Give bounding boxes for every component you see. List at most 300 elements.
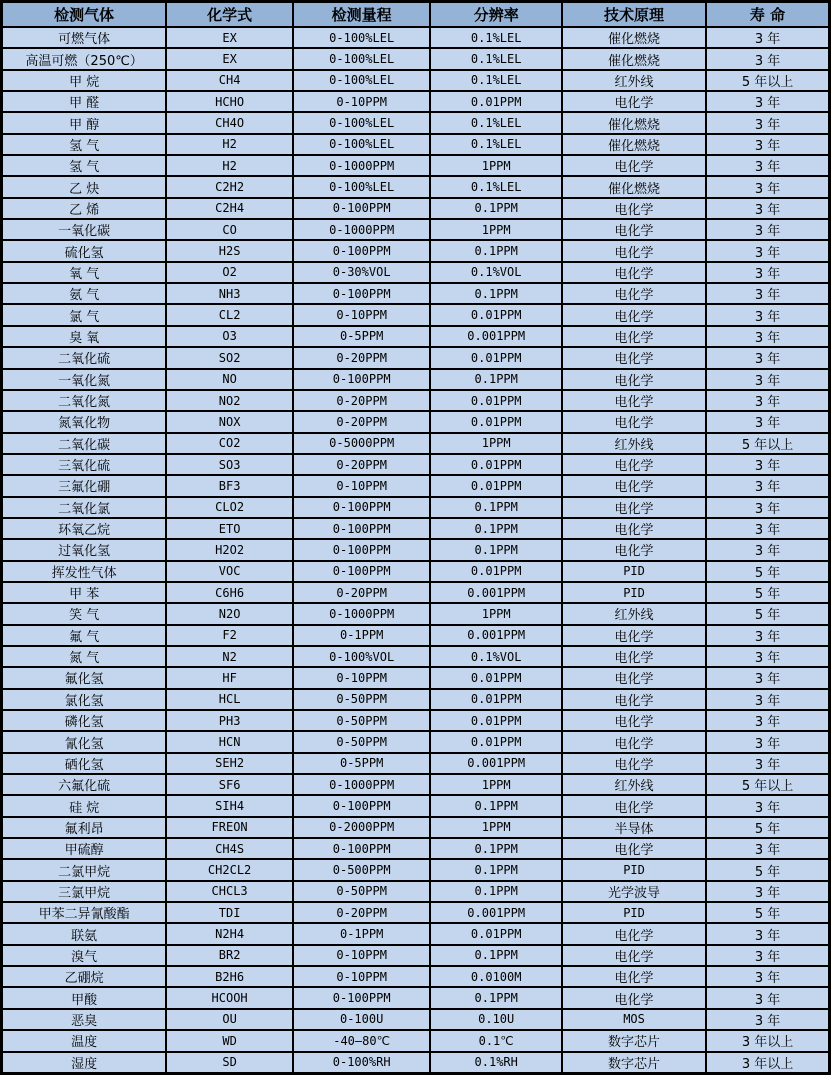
cell-lifespan: 3 年 — [706, 646, 829, 667]
cell-detection-range: 0-50PPM — [293, 731, 430, 752]
cell-resolution: 1PPM — [430, 155, 562, 176]
table-header-row — [2, 2, 830, 28]
table-body — [2, 27, 830, 1074]
cell-chemical-formula: SEH2 — [166, 753, 293, 774]
cell-tech-principle: 电化学 — [562, 219, 706, 240]
cell-lifespan: 3 年 — [706, 48, 829, 69]
cell-tech-principle: 电化学 — [562, 326, 706, 347]
cell-detection-range: 0-10PPM — [293, 91, 430, 112]
cell-detection-range: 0-50PPM — [293, 689, 430, 710]
cell-lifespan: 5 年 — [706, 902, 829, 923]
column-header-lifespan: 寿 命 — [706, 2, 829, 28]
cell-gas-name: 甲 烷 — [2, 70, 167, 91]
table-row — [2, 881, 830, 902]
table-row — [2, 70, 830, 91]
cell-gas-name: 乙 烯 — [2, 198, 167, 219]
cell-detection-range: 0-100%LEL — [293, 70, 430, 91]
cell-lifespan: 3 年 — [706, 326, 829, 347]
cell-resolution: 0.1PPM — [430, 369, 562, 390]
column-header-detection-range: 检测量程 — [293, 2, 430, 28]
cell-detection-range: 0-100PPM — [293, 240, 430, 261]
table-row — [2, 91, 830, 112]
cell-resolution: 0.1%LEL — [430, 112, 562, 133]
table-row — [2, 369, 830, 390]
cell-lifespan: 3 年 — [706, 753, 829, 774]
cell-resolution: 0.1PPM — [430, 198, 562, 219]
cell-lifespan: 3 年 — [706, 1009, 829, 1030]
cell-resolution: 0.1PPM — [430, 945, 562, 966]
cell-lifespan: 5 年 — [706, 582, 829, 603]
cell-lifespan: 3 年 — [706, 731, 829, 752]
cell-chemical-formula: CHCL3 — [166, 881, 293, 902]
cell-tech-principle: 催化燃烧 — [562, 176, 706, 197]
cell-tech-principle: 电化学 — [562, 625, 706, 646]
cell-resolution: 1PPM — [430, 433, 562, 454]
cell-lifespan: 3 年 — [706, 923, 829, 944]
cell-chemical-formula: CL2 — [166, 304, 293, 325]
cell-detection-range: 0-100PPM — [293, 561, 430, 582]
cell-lifespan: 3 年以上 — [706, 1030, 829, 1051]
table-row — [2, 27, 830, 48]
cell-resolution: 0.1PPM — [430, 987, 562, 1008]
cell-chemical-formula: CH4O — [166, 112, 293, 133]
cell-lifespan: 3 年 — [706, 667, 829, 688]
cell-lifespan: 3 年 — [706, 454, 829, 475]
cell-chemical-formula: SD — [166, 1052, 293, 1074]
cell-detection-range: 0-1000PPM — [293, 603, 430, 624]
cell-resolution: 0.001PPM — [430, 902, 562, 923]
cell-resolution: 0.1PPM — [430, 795, 562, 816]
cell-gas-name: 氮 气 — [2, 646, 167, 667]
cell-gas-name: 高温可燃（250℃） — [2, 48, 167, 69]
cell-chemical-formula: CLO2 — [166, 497, 293, 518]
cell-tech-principle: 电化学 — [562, 753, 706, 774]
table-row — [2, 689, 830, 710]
cell-detection-range: 0-100PPM — [293, 838, 430, 859]
table-row — [2, 1030, 830, 1051]
cell-tech-principle: 红外线 — [562, 433, 706, 454]
cell-gas-name: 溴气 — [2, 945, 167, 966]
cell-gas-name: 二氧化氮 — [2, 390, 167, 411]
cell-lifespan: 5 年 — [706, 817, 829, 838]
cell-resolution: 0.1PPM — [430, 859, 562, 880]
cell-chemical-formula: TDI — [166, 902, 293, 923]
table-row — [2, 945, 830, 966]
cell-tech-principle: 催化燃烧 — [562, 112, 706, 133]
cell-detection-range: 0-20PPM — [293, 582, 430, 603]
cell-chemical-formula: SO3 — [166, 454, 293, 475]
cell-resolution: 0.1℃ — [430, 1030, 562, 1051]
cell-tech-principle: 电化学 — [562, 347, 706, 368]
cell-detection-range: 0-20PPM — [293, 454, 430, 475]
table-row — [2, 497, 830, 518]
cell-detection-range: 0-100%RH — [293, 1052, 430, 1074]
cell-gas-name: 乙 炔 — [2, 176, 167, 197]
cell-gas-name: 氢 气 — [2, 134, 167, 155]
table-row — [2, 710, 830, 731]
cell-detection-range: 0-10PPM — [293, 304, 430, 325]
cell-gas-name: 氟 气 — [2, 625, 167, 646]
cell-tech-principle: 催化燃烧 — [562, 134, 706, 155]
cell-lifespan: 3 年 — [706, 838, 829, 859]
cell-lifespan: 3 年 — [706, 689, 829, 710]
cell-chemical-formula: N2H4 — [166, 923, 293, 944]
cell-lifespan: 5 年 — [706, 603, 829, 624]
column-header-resolution: 分辨率 — [430, 2, 562, 28]
cell-chemical-formula: CH4S — [166, 838, 293, 859]
cell-chemical-formula: C2H4 — [166, 198, 293, 219]
cell-tech-principle: 催化燃烧 — [562, 27, 706, 48]
cell-gas-name: 二氧化氯 — [2, 497, 167, 518]
cell-tech-principle: PID — [562, 859, 706, 880]
cell-tech-principle: 数字芯片 — [562, 1052, 706, 1074]
cell-tech-principle: 电化学 — [562, 838, 706, 859]
cell-chemical-formula: CH2CL2 — [166, 859, 293, 880]
cell-lifespan: 5 年以上 — [706, 774, 829, 795]
cell-lifespan: 3 年 — [706, 27, 829, 48]
cell-detection-range: 0-100%LEL — [293, 27, 430, 48]
cell-detection-range: 0-20PPM — [293, 902, 430, 923]
cell-gas-name: 氧 气 — [2, 262, 167, 283]
cell-gas-name: 氯 气 — [2, 304, 167, 325]
cell-detection-range: 0-100PPM — [293, 369, 430, 390]
cell-resolution: 0.1PPM — [430, 838, 562, 859]
cell-lifespan: 3 年 — [706, 625, 829, 646]
cell-detection-range: 0-20PPM — [293, 390, 430, 411]
cell-chemical-formula: B2H6 — [166, 966, 293, 987]
cell-detection-range: 0-100U — [293, 1009, 430, 1030]
cell-chemical-formula: H2O2 — [166, 539, 293, 560]
cell-gas-name: 二氯甲烷 — [2, 859, 167, 880]
cell-detection-range: 0-500PPM — [293, 859, 430, 880]
cell-detection-range: 0-5PPM — [293, 753, 430, 774]
header-row — [2, 2, 830, 28]
cell-chemical-formula: CH4 — [166, 70, 293, 91]
cell-tech-principle: 电化学 — [562, 454, 706, 475]
cell-detection-range: 0-100PPM — [293, 987, 430, 1008]
cell-chemical-formula: WD — [166, 1030, 293, 1051]
cell-resolution: 0.1%VOL — [430, 262, 562, 283]
cell-resolution: 1PPM — [430, 219, 562, 240]
cell-gas-name: 氟利昂 — [2, 817, 167, 838]
cell-tech-principle: 电化学 — [562, 411, 706, 432]
cell-tech-principle: 电化学 — [562, 390, 706, 411]
cell-gas-name: 一氧化碳 — [2, 219, 167, 240]
cell-tech-principle: 电化学 — [562, 987, 706, 1008]
cell-tech-principle: 电化学 — [562, 369, 706, 390]
cell-lifespan: 3 年 — [706, 945, 829, 966]
cell-lifespan: 3 年 — [706, 539, 829, 560]
cell-gas-name: 可燃气体 — [2, 27, 167, 48]
table-row — [2, 582, 830, 603]
cell-chemical-formula: F2 — [166, 625, 293, 646]
cell-tech-principle: 光学波导 — [562, 881, 706, 902]
cell-resolution: 0.1%LEL — [430, 48, 562, 69]
cell-lifespan: 3 年 — [706, 134, 829, 155]
table-row — [2, 304, 830, 325]
cell-detection-range: 0-100%LEL — [293, 48, 430, 69]
cell-lifespan: 3 年 — [706, 518, 829, 539]
cell-lifespan: 3 年 — [706, 155, 829, 176]
cell-gas-name: 六氟化硫 — [2, 774, 167, 795]
table-row — [2, 838, 830, 859]
cell-lifespan: 5 年 — [706, 859, 829, 880]
cell-lifespan: 3 年以上 — [706, 1052, 829, 1074]
cell-chemical-formula: HCL — [166, 689, 293, 710]
cell-lifespan: 3 年 — [706, 710, 829, 731]
cell-chemical-formula: O3 — [166, 326, 293, 347]
table-row — [2, 433, 830, 454]
cell-resolution: 0.001PPM — [430, 326, 562, 347]
cell-resolution: 0.01PPM — [430, 347, 562, 368]
cell-gas-name: 三氯甲烷 — [2, 881, 167, 902]
cell-detection-range: 0-1000PPM — [293, 219, 430, 240]
cell-tech-principle: 电化学 — [562, 91, 706, 112]
cell-tech-principle: 电化学 — [562, 945, 706, 966]
cell-gas-name: 笑 气 — [2, 603, 167, 624]
cell-detection-range: 0-5000PPM — [293, 433, 430, 454]
cell-lifespan: 3 年 — [706, 966, 829, 987]
cell-chemical-formula: NO — [166, 369, 293, 390]
table-row — [2, 475, 830, 496]
cell-lifespan: 3 年 — [706, 347, 829, 368]
table-row — [2, 646, 830, 667]
cell-lifespan: 3 年 — [706, 240, 829, 261]
cell-tech-principle: MOS — [562, 1009, 706, 1030]
cell-gas-name: 臭 氧 — [2, 326, 167, 347]
cell-detection-range: 0-100PPM — [293, 283, 430, 304]
cell-gas-name: 恶臭 — [2, 1009, 167, 1030]
table-row — [2, 817, 830, 838]
cell-gas-name: 温度 — [2, 1030, 167, 1051]
cell-resolution: 0.1PPM — [430, 881, 562, 902]
table-row — [2, 625, 830, 646]
cell-tech-principle: 红外线 — [562, 774, 706, 795]
cell-detection-range: 0-50PPM — [293, 881, 430, 902]
cell-lifespan: 3 年 — [706, 411, 829, 432]
cell-chemical-formula: OU — [166, 1009, 293, 1030]
cell-chemical-formula: NH3 — [166, 283, 293, 304]
cell-resolution: 1PPM — [430, 603, 562, 624]
table-row — [2, 219, 830, 240]
cell-chemical-formula: HCN — [166, 731, 293, 752]
cell-lifespan: 3 年 — [706, 219, 829, 240]
cell-resolution: 0.1%LEL — [430, 27, 562, 48]
cell-tech-principle: 电化学 — [562, 475, 706, 496]
cell-tech-principle: PID — [562, 561, 706, 582]
cell-tech-principle: 电化学 — [562, 710, 706, 731]
cell-lifespan: 3 年 — [706, 262, 829, 283]
cell-gas-name: 三氟化硼 — [2, 475, 167, 496]
table-row — [2, 859, 830, 880]
cell-chemical-formula: BR2 — [166, 945, 293, 966]
cell-detection-range: 0-10PPM — [293, 945, 430, 966]
cell-detection-range: 0-100PPM — [293, 518, 430, 539]
cell-lifespan: 3 年 — [706, 795, 829, 816]
cell-tech-principle: 电化学 — [562, 923, 706, 944]
table-row — [2, 987, 830, 1008]
cell-gas-name: 氮氧化物 — [2, 411, 167, 432]
cell-resolution: 0.01PPM — [430, 475, 562, 496]
table-row — [2, 155, 830, 176]
cell-resolution: 1PPM — [430, 817, 562, 838]
cell-detection-range: 0-10PPM — [293, 667, 430, 688]
cell-tech-principle: PID — [562, 582, 706, 603]
cell-resolution: 0.01PPM — [430, 731, 562, 752]
cell-gas-name: 甲硫醇 — [2, 838, 167, 859]
cell-tech-principle: 电化学 — [562, 262, 706, 283]
cell-resolution: 0.001PPM — [430, 753, 562, 774]
cell-gas-name: 甲 醛 — [2, 91, 167, 112]
cell-tech-principle: 电化学 — [562, 731, 706, 752]
cell-tech-principle: 红外线 — [562, 603, 706, 624]
cell-gas-name: 氨 气 — [2, 283, 167, 304]
cell-chemical-formula: HCOOH — [166, 987, 293, 1008]
cell-resolution: 0.001PPM — [430, 625, 562, 646]
cell-detection-range: 0-100PPM — [293, 795, 430, 816]
table-row — [2, 198, 830, 219]
cell-lifespan: 3 年 — [706, 881, 829, 902]
cell-chemical-formula: VOC — [166, 561, 293, 582]
cell-detection-range: 0-100%LEL — [293, 134, 430, 155]
table-row — [2, 923, 830, 944]
table-row — [2, 176, 830, 197]
cell-lifespan: 5 年以上 — [706, 433, 829, 454]
cell-resolution: 1PPM — [430, 774, 562, 795]
cell-tech-principle: 电化学 — [562, 283, 706, 304]
table-row — [2, 902, 830, 923]
cell-chemical-formula: HF — [166, 667, 293, 688]
table-row — [2, 539, 830, 560]
cell-detection-range: 0-20PPM — [293, 347, 430, 368]
cell-resolution: 0.1PPM — [430, 283, 562, 304]
cell-lifespan: 3 年 — [706, 91, 829, 112]
cell-tech-principle: 电化学 — [562, 539, 706, 560]
cell-lifespan: 3 年 — [706, 390, 829, 411]
cell-resolution: 0.001PPM — [430, 582, 562, 603]
column-header-chemical-formula: 化学式 — [166, 2, 293, 28]
cell-chemical-formula: EX — [166, 27, 293, 48]
table-row — [2, 134, 830, 155]
table-row — [2, 411, 830, 432]
cell-gas-name: 甲 苯 — [2, 582, 167, 603]
cell-chemical-formula: N2O — [166, 603, 293, 624]
cell-detection-range: 0-10PPM — [293, 966, 430, 987]
cell-resolution: 0.1%VOL — [430, 646, 562, 667]
cell-gas-name: 环氧乙烷 — [2, 518, 167, 539]
cell-chemical-formula: C6H6 — [166, 582, 293, 603]
cell-lifespan: 3 年 — [706, 987, 829, 1008]
cell-resolution: 0.1%LEL — [430, 176, 562, 197]
cell-tech-principle: 电化学 — [562, 667, 706, 688]
table-row — [2, 561, 830, 582]
cell-resolution: 0.1%RH — [430, 1052, 562, 1074]
table-row — [2, 347, 830, 368]
table-row — [2, 454, 830, 475]
cell-detection-range: 0-10PPM — [293, 475, 430, 496]
cell-gas-name: 硫化氢 — [2, 240, 167, 261]
cell-chemical-formula: SIH4 — [166, 795, 293, 816]
cell-tech-principle: 催化燃烧 — [562, 48, 706, 69]
cell-chemical-formula: FREON — [166, 817, 293, 838]
cell-detection-range: 0-100%LEL — [293, 176, 430, 197]
cell-detection-range: 0-1PPM — [293, 625, 430, 646]
cell-tech-principle: 电化学 — [562, 198, 706, 219]
cell-chemical-formula: O2 — [166, 262, 293, 283]
cell-lifespan: 3 年 — [706, 198, 829, 219]
table-row — [2, 518, 830, 539]
cell-detection-range: 0-1000PPM — [293, 155, 430, 176]
table-row — [2, 390, 830, 411]
cell-resolution: 0.01PPM — [430, 91, 562, 112]
cell-resolution: 0.01PPM — [430, 454, 562, 475]
cell-chemical-formula: SO2 — [166, 347, 293, 368]
cell-chemical-formula: HCHO — [166, 91, 293, 112]
cell-chemical-formula: H2 — [166, 155, 293, 176]
cell-tech-principle: 电化学 — [562, 966, 706, 987]
table-row — [2, 795, 830, 816]
cell-gas-name: 挥发性气体 — [2, 561, 167, 582]
cell-lifespan: 3 年 — [706, 497, 829, 518]
cell-lifespan: 3 年 — [706, 176, 829, 197]
cell-resolution: 0.01PPM — [430, 923, 562, 944]
cell-chemical-formula: C2H2 — [166, 176, 293, 197]
cell-tech-principle: 电化学 — [562, 689, 706, 710]
cell-detection-range: 0-1000PPM — [293, 774, 430, 795]
cell-tech-principle: 电化学 — [562, 240, 706, 261]
column-header-gas-name: 检测气体 — [2, 2, 167, 28]
cell-tech-principle: 电化学 — [562, 497, 706, 518]
cell-tech-principle: 电化学 — [562, 646, 706, 667]
cell-gas-name: 氟化氢 — [2, 667, 167, 688]
cell-chemical-formula: ETO — [166, 518, 293, 539]
table-row — [2, 240, 830, 261]
table-row — [2, 603, 830, 624]
table-row — [2, 112, 830, 133]
table-row — [2, 774, 830, 795]
table-row — [2, 1052, 830, 1074]
cell-gas-name: 甲酸 — [2, 987, 167, 1008]
cell-gas-name: 一氧化氮 — [2, 369, 167, 390]
cell-resolution: 0.01PPM — [430, 710, 562, 731]
cell-gas-name: 过氧化氢 — [2, 539, 167, 560]
cell-gas-name: 二氧化硫 — [2, 347, 167, 368]
cell-resolution: 0.1PPM — [430, 240, 562, 261]
cell-lifespan: 5 年 — [706, 561, 829, 582]
cell-lifespan: 3 年 — [706, 475, 829, 496]
cell-gas-name: 联氨 — [2, 923, 167, 944]
cell-chemical-formula: N2 — [166, 646, 293, 667]
cell-lifespan: 3 年 — [706, 369, 829, 390]
cell-detection-range: -40—80℃ — [293, 1030, 430, 1051]
table-row — [2, 262, 830, 283]
cell-tech-principle: 电化学 — [562, 518, 706, 539]
cell-lifespan: 3 年 — [706, 304, 829, 325]
cell-chemical-formula: H2 — [166, 134, 293, 155]
cell-gas-name: 氰化氢 — [2, 731, 167, 752]
table-row — [2, 283, 830, 304]
cell-lifespan: 5 年以上 — [706, 70, 829, 91]
cell-resolution: 0.1PPM — [430, 497, 562, 518]
cell-tech-principle: PID — [562, 902, 706, 923]
cell-gas-name: 硅 烷 — [2, 795, 167, 816]
cell-gas-name: 甲苯二异氰酸酯 — [2, 902, 167, 923]
cell-lifespan: 3 年 — [706, 112, 829, 133]
cell-chemical-formula: CO2 — [166, 433, 293, 454]
cell-chemical-formula: NO2 — [166, 390, 293, 411]
cell-tech-principle: 红外线 — [562, 70, 706, 91]
cell-chemical-formula: H2S — [166, 240, 293, 261]
